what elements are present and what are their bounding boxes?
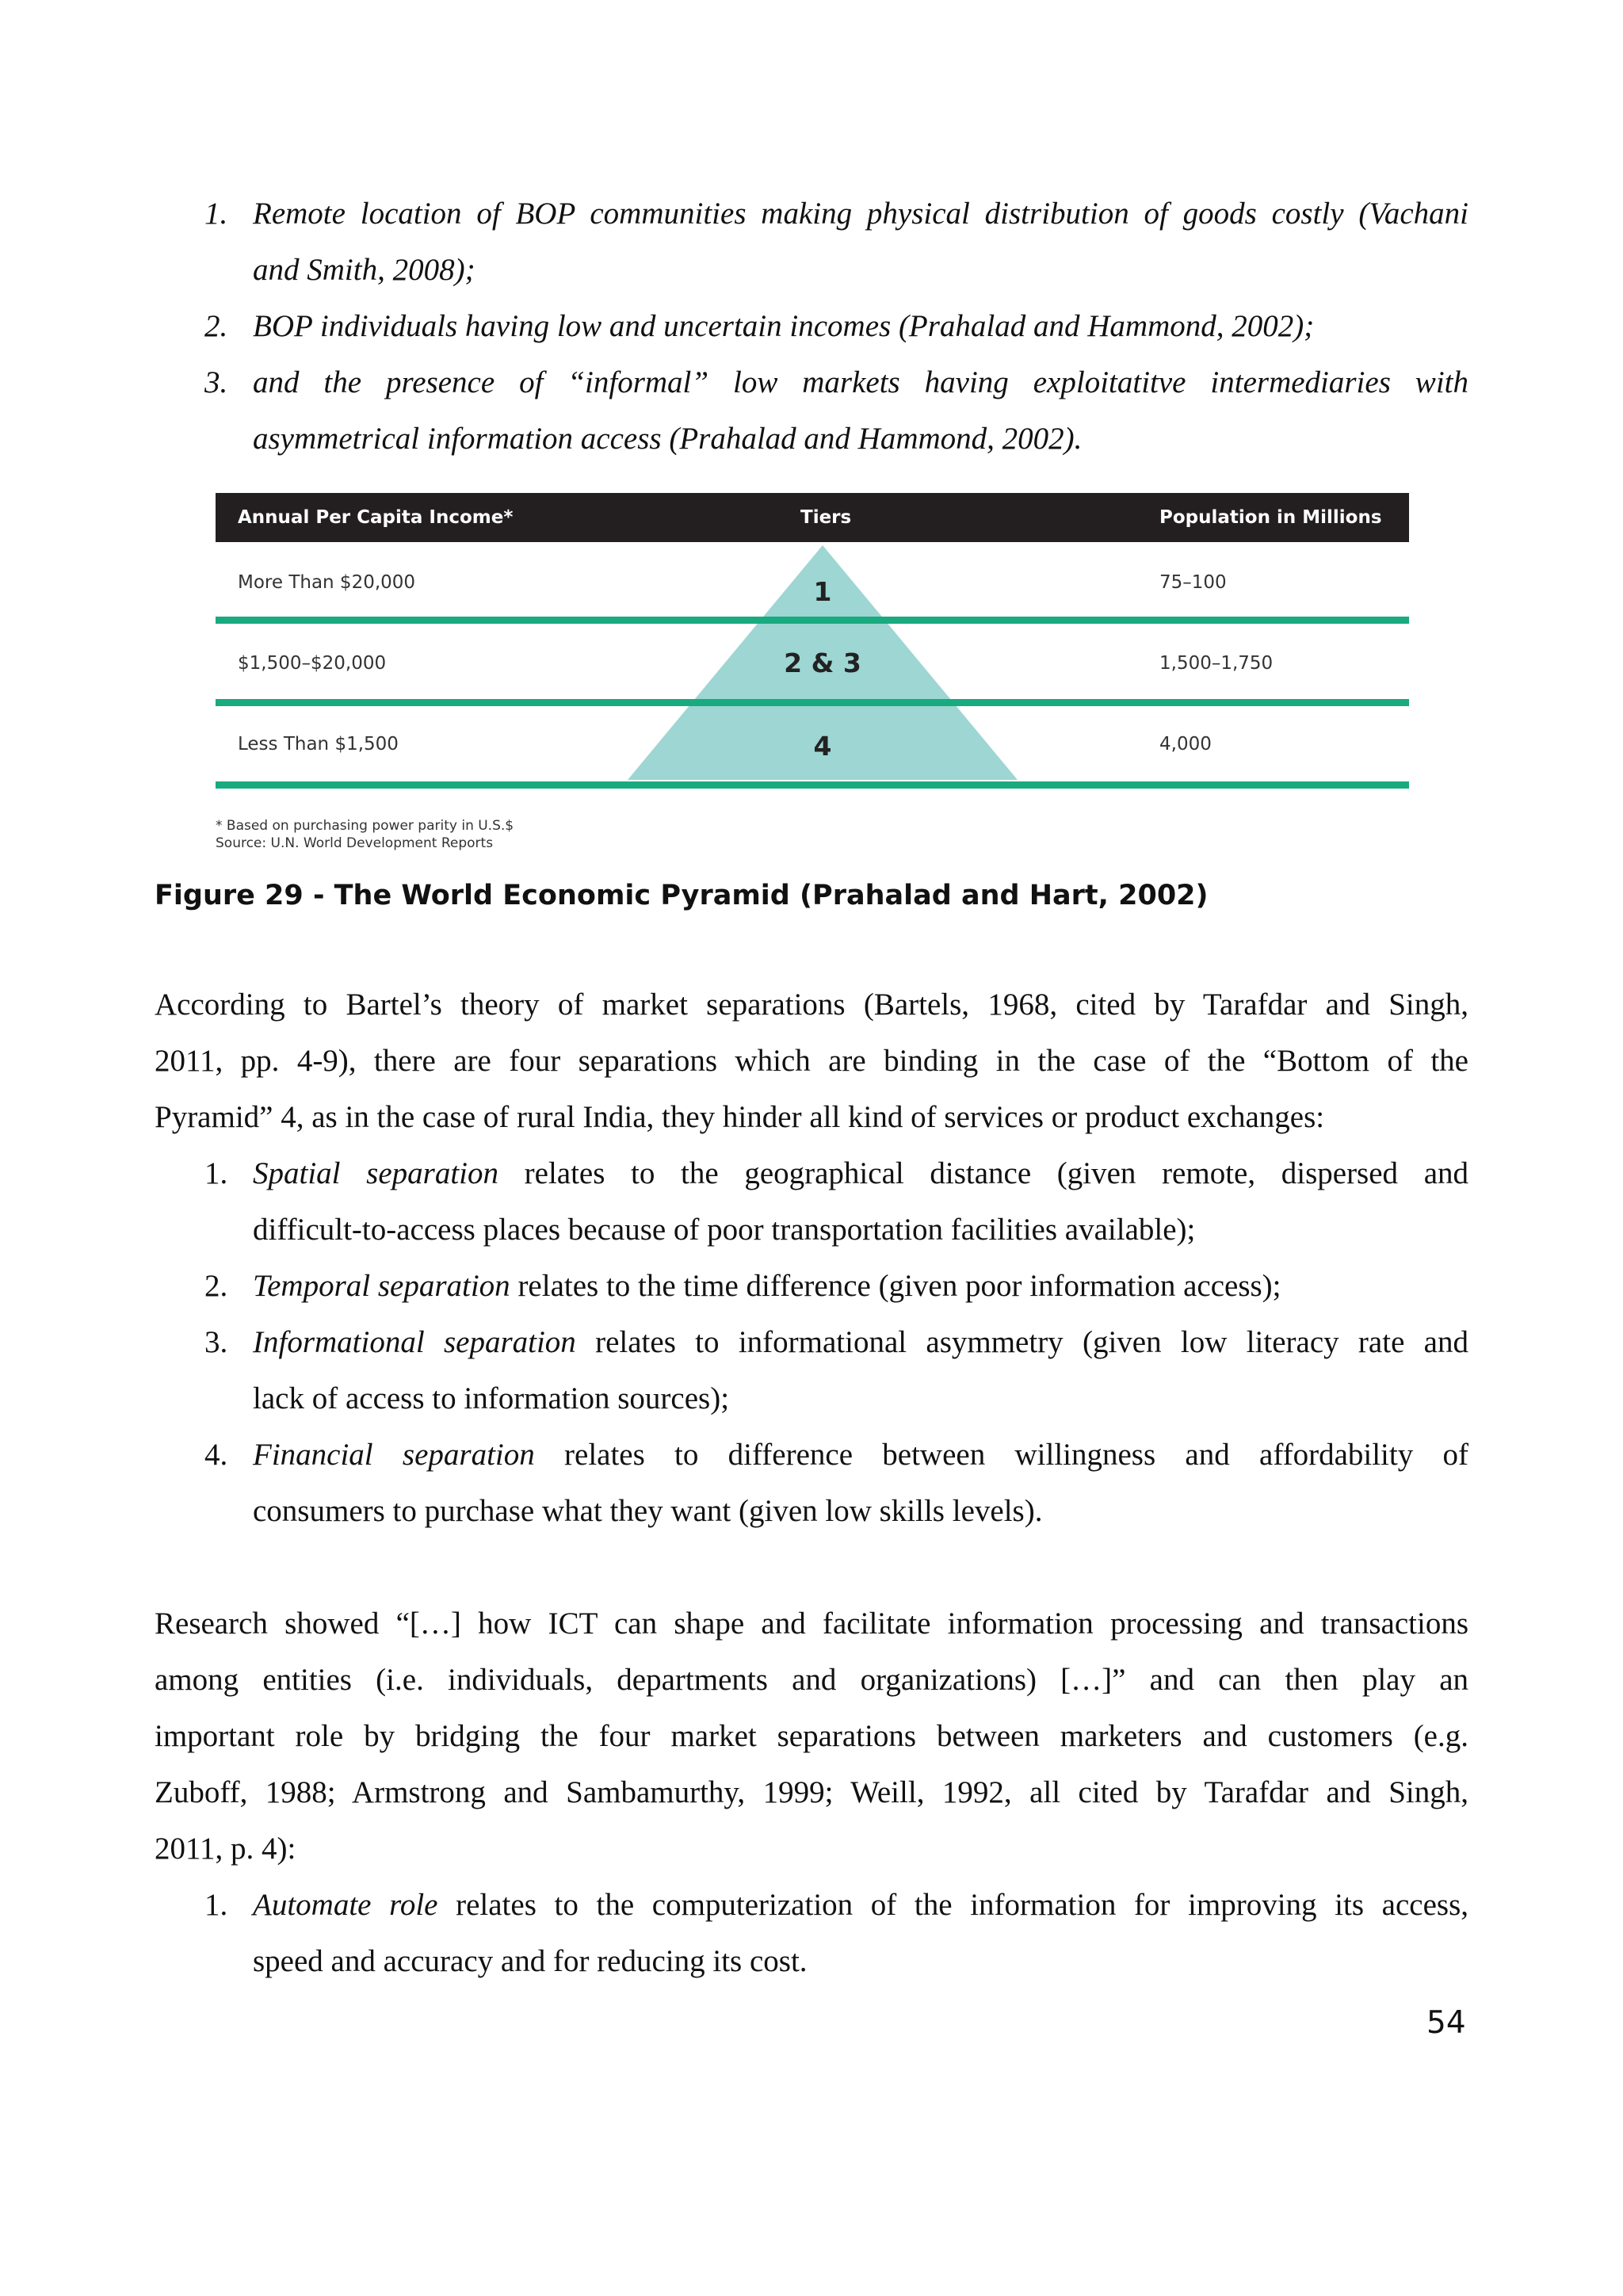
list-text: consumers to purchase what they want (given low skills levels). (253, 1494, 1043, 1528)
paragraph-line: among entities (i.e. individuals, departments and organizations) […]” and can then play an (155, 1663, 1468, 1697)
figure-caption: Figure 29 - The World Economic Pyramid (Prahalad and Hart, 2002) (155, 880, 1209, 911)
list-text (253, 1427, 1468, 1483)
row-tier: 4 (813, 731, 832, 762)
term: Financial separation (253, 1438, 535, 1472)
header-income: Annual Per Capita Income* (238, 507, 514, 528)
row-income: More Than $20,000 (238, 572, 416, 593)
list-text (253, 1145, 1468, 1201)
list-text: Remote location of BOP communities making physical distribution of goods costly (Vachani (253, 197, 1468, 231)
row-population: 75–100 (1159, 572, 1227, 593)
paragraph-market-separations (155, 976, 1468, 1145)
list-text: speed and accuracy and for reducing its cost. (253, 1944, 808, 1978)
list-text (253, 1258, 1468, 1314)
paragraph-line: Zuboff, 1988; Armstrong and Sambamurthy, 1999; Weill, 1992, all cited by Tarafdar and Singh, (155, 1775, 1468, 1809)
list-number: 1. (204, 1156, 228, 1190)
list-number: 4. (204, 1438, 228, 1472)
figure-header-row (216, 493, 1409, 542)
paragraph-line: 2011, pp. 4-9), there are four separations which are binding in the case of the “Bottom of the (155, 1044, 1468, 1078)
list-text (253, 1877, 1468, 1933)
figure-note: * Based on purchasing power parity in U.S.$ (216, 818, 514, 834)
list-number: 1. (204, 1888, 228, 1922)
paragraph-ict-research (155, 1595, 1468, 1877)
description: relates to the time difference (given poor information access); (510, 1269, 1281, 1303)
paragraph-line: 2011, p. 4): (155, 1832, 296, 1866)
list-text: BOP individuals having low and uncertain incomes (Prahalad and Hammond, 2002); (253, 309, 1315, 343)
list-text: and Smith, 2008); (253, 253, 475, 287)
row-tier: 1 (813, 576, 832, 607)
row-separator (216, 781, 1409, 789)
row-population: 4,000 (1159, 734, 1212, 755)
term: Informational separation (253, 1325, 576, 1359)
paragraph-line: According to Bartel’s theory of market separations (Bartels, 1968, cited by Tarafdar and Singh, (155, 988, 1468, 1022)
paragraph-line: important role by bridging the four market separations between marketers and customers (e.g. (155, 1719, 1468, 1753)
list-text: lack of access to information sources); (253, 1381, 730, 1415)
row-income: Less Than $1,500 (238, 734, 399, 755)
paragraph-line: Pyramid” 4, as in the case of rural India, they hinder all kind of services or product exchanges: (155, 1100, 1325, 1134)
list-text (253, 1314, 1468, 1370)
row-income: $1,500–$20,000 (238, 653, 387, 674)
list-text: asymmetrical information access (Prahalad and Hammond, 2002). (253, 422, 1083, 456)
description: relates to informational asymmetry (given low literacy rate and (575, 1325, 1468, 1359)
economic-pyramid-figure (216, 493, 1409, 858)
list-text: and the presence of “informal” low markets having exploitatitve intermediaries with (253, 365, 1468, 399)
term: Temporal separation (253, 1269, 510, 1303)
row-tier: 2 & 3 (784, 648, 861, 678)
list-number: 3. (204, 1325, 228, 1359)
list-number: 3. (204, 365, 228, 399)
description: relates to the geographical distance (given remote, dispersed and (498, 1156, 1468, 1190)
row-population: 1,500–1,750 (1159, 653, 1274, 674)
page-number: 54 (1426, 2005, 1466, 2041)
list-number: 2. (204, 309, 228, 343)
row-separator (216, 699, 1409, 706)
figure-source: Source: U.N. World Development Reports (216, 835, 494, 851)
header-population: Population in Millions (1159, 507, 1382, 528)
list-text: difficult-to-access places because of poor transportation facilities available); (253, 1213, 1196, 1247)
paragraph-line: Research showed “[…] how ICT can shape and facilitate information processing and transactions (155, 1606, 1468, 1641)
description: relates to the computerization of the information for improving its access, (437, 1888, 1469, 1922)
header-tiers: Tiers (800, 507, 852, 528)
list-number: 1. (204, 197, 228, 231)
term: Automate role (253, 1888, 438, 1922)
description: relates to difference between willingness and affordability of (534, 1438, 1468, 1472)
term: Spatial separation (253, 1156, 498, 1190)
row-separator (216, 617, 1409, 624)
list-number: 2. (204, 1269, 228, 1303)
